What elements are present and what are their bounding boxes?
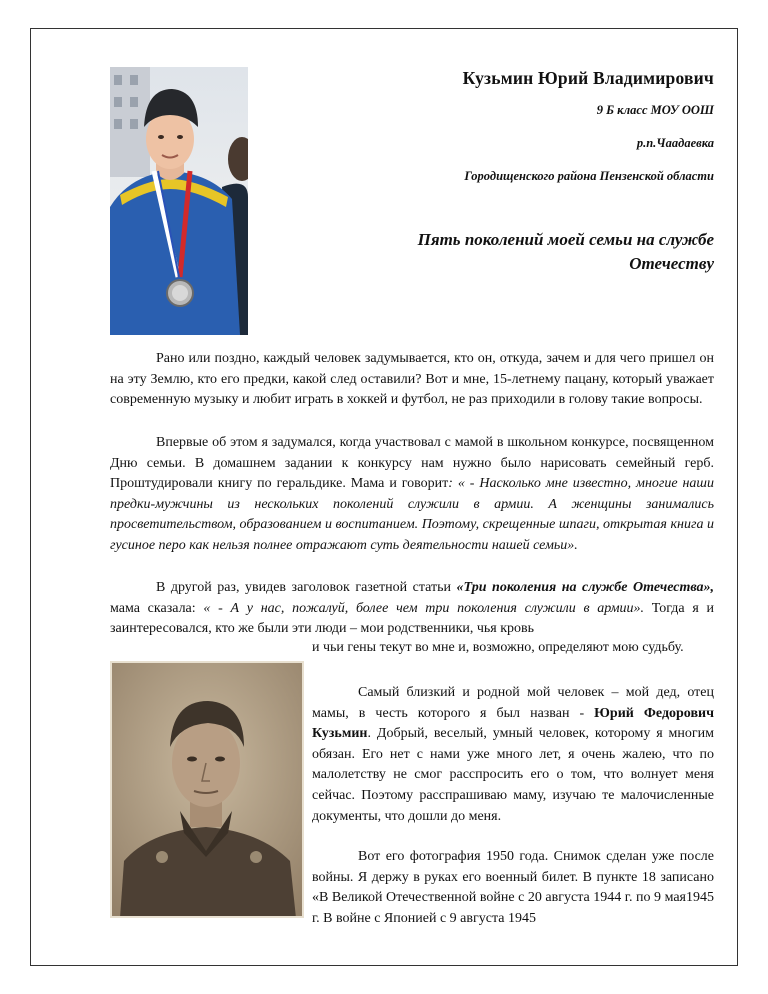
essay-title: Пять поколений моей семьи на службе Отечеству (417, 230, 714, 273)
author-name: Кузьмин Юрий Владимирович (462, 68, 714, 88)
paragraph-grandfather-end: . Добрый, веселый, умный человек, которому я многим обязан. Его нет с нами уже много лет, я очень жалею, что по малолетству не смог расспросить его о том, что волнует меня сейчас. Поэтому расспрашиваю маму, изучаю те малочисленные документы, что дошли до меня. (312, 726, 714, 824)
paragraph-article-end: Тогда я и заинтересовался, кто же были эти люди – мои родственники, чья кровь (110, 600, 715, 637)
school-line: 9 Б класс МОУ ООШ (596, 103, 714, 117)
paragraph-article-start: В другой раз, увидев заголовок газетной статьи (156, 580, 457, 595)
paragraph-intro (110, 349, 714, 411)
district-line: Городищенского района Пензенской области (464, 169, 714, 183)
paragraph-article-mid: мама сказала: (110, 600, 204, 616)
paragraph-grandfather (312, 683, 714, 827)
paragraph-contest-text: Впервые об этом я задумался, когда участвовал с мамой в школьном конкурсе, посвященном Дню семьи. В домашнем задании к конкурсу нам нужно было нарисовать семейный герб. Проштудировали книгу по геральдике. Мама и говорит (110, 435, 714, 492)
article-title: «Три поколения на службе Отечества», (456, 580, 714, 595)
grandfather-name: Юрий Федорович Кузьмин (312, 705, 714, 742)
paragraph-grandfather-start: Самый близкий и родной мой человек – мой дед, отец мамы, в честь которого я был назван - (312, 685, 714, 721)
village-line: р.п.Чаадаевка (636, 136, 714, 150)
grandfather-photo (110, 661, 304, 918)
paragraph-article-continued: и чьи гены текут во мне и, возможно, определяют мою судьбу. (312, 640, 684, 655)
mother-quote-2: « - А у нас, пожалуй, более чем три поколения служили в армии». (203, 600, 645, 616)
paragraph-article (110, 578, 714, 640)
student-photo (110, 67, 248, 335)
paragraph-photo-text: Вот его фотография 1950 года. Снимок сделан уже после войны. Я держу в руках его военный билет. В пункте 18 записано «В Великой Отечественной войне с 20 августа 1944 г. по 9 мая1945 г. В войне с Японией с 9 августа 1945 (312, 849, 714, 926)
paragraph-photo (312, 847, 714, 929)
paragraph-contest (110, 433, 714, 557)
paragraph-intro-text: Рано или поздно, каждый человек задумывается, кто он, откуда, зачем и для чего пришел он на эту Землю, кто его предки, какой след оставили? Вот и мне, 15-летнему пацану, который уважает современную музыку и любит играть в хоккей и футбол, не раз приходили в голову такие вопросы. (110, 351, 714, 408)
mother-quote: : « - Насколько мне известно, многие наши предки-мужчины из нескольких поколений служили в армии. А женщины занимались просветительством, образованием и воспитанием. Поэтому, скрещенные шпаги, открытая книга и гусиное перо как нельзя полнее отражают суть деятельности нашей семьи». (110, 476, 714, 553)
